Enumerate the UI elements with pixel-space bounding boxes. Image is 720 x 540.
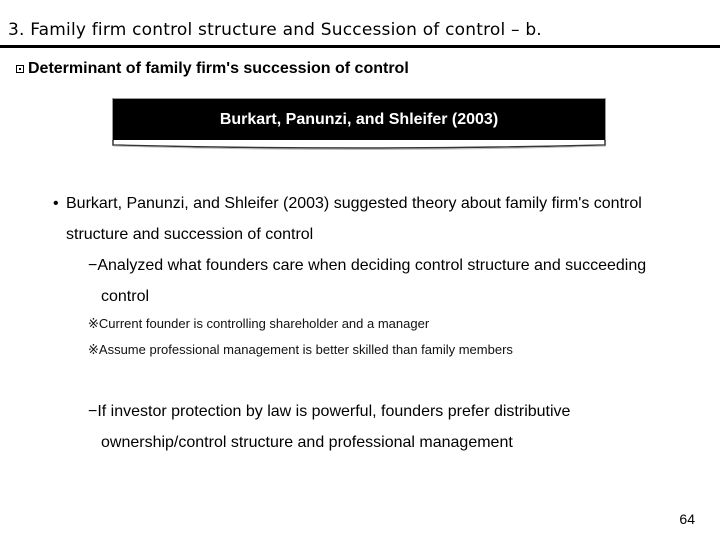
main-bullet-line-2: structure and succession of control [66, 226, 314, 243]
dash-marker: − [88, 403, 98, 420]
sub-point-investor-protection-line-1: If investor protection by law is powerful, founders prefer distributive [97, 403, 571, 420]
main-bullet-line-1: Burkart, Panunzi, and Shleifer (2003) suggested theory about family firm's control [66, 195, 642, 212]
main-bullet [53, 188, 718, 250]
citation-banner [112, 98, 608, 154]
title-divider [0, 45, 720, 48]
banner-curved-base [112, 136, 608, 154]
sub-point-founders-line-1: Analyzed what founders care when deciding control structure and succeeding [97, 257, 647, 274]
citation-banner-label: Burkart, Panunzi, and Shleifer (2003) [219, 110, 499, 128]
sub-point-investor-protection [88, 396, 718, 458]
section-heading [16, 60, 409, 78]
sub-point-founders [88, 250, 718, 312]
square-bullet-icon [16, 65, 24, 73]
note-controlling-shareholder: ※Current founder is controlling shareholder and a manager [88, 316, 430, 331]
page-number: 64 [679, 511, 695, 527]
note-professional-management: ※Assume professional management is better skilled than family members [88, 342, 513, 357]
section-heading-text: Determinant of family firm's succession of control [28, 60, 409, 77]
sub-point-founders-line-2: control [101, 288, 150, 305]
slide-title: 3. Family firm control structure and Succession of control – b. [8, 20, 542, 40]
bullet-marker: • [53, 195, 59, 212]
sub-point-investor-protection-line-2: ownership/control structure and professional management [101, 434, 513, 451]
citation-banner-box [112, 98, 606, 141]
dash-marker: − [88, 257, 98, 274]
